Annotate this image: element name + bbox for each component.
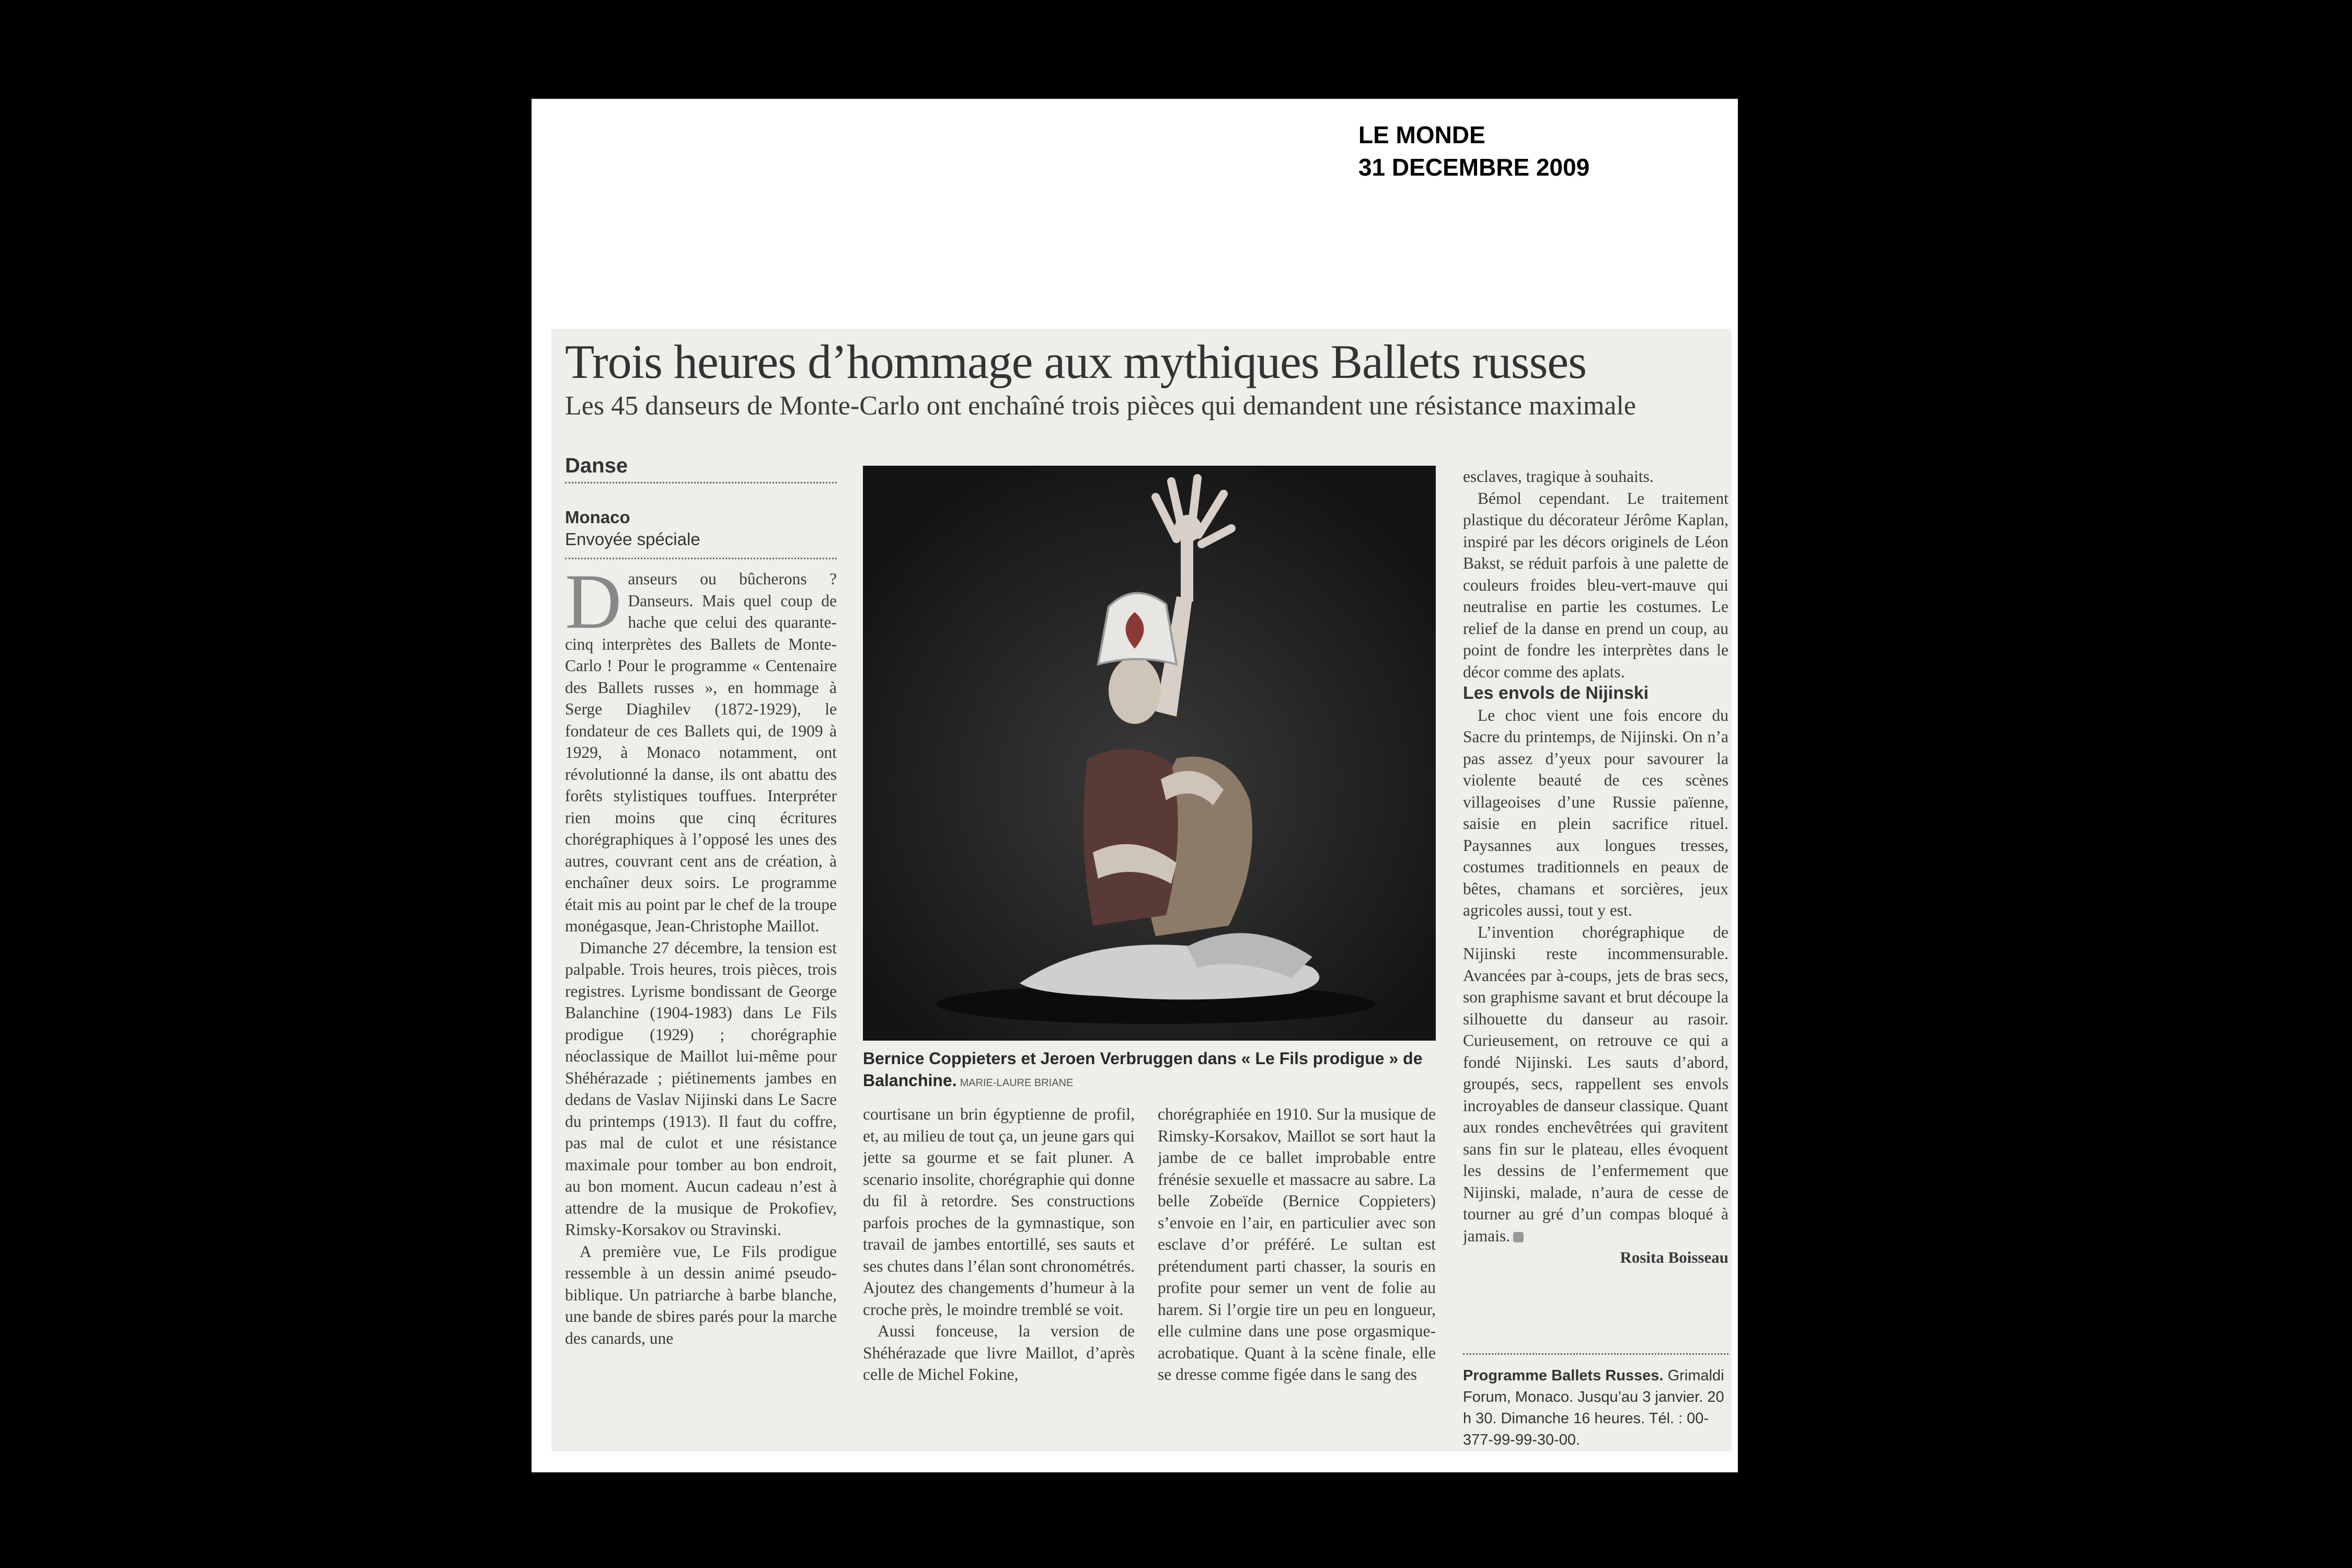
paragraph: Le choc vient une fois encore du Sacre du printemps, de Nijinski. On n’a pas assez d’yeux pour savourer la violente beauté de ces scènes villageoises d’une Russie païenne, saisie en plein sacrifice rituel. Paysannes aux longues tresses, costumes traditionnels en peaux de bêtes, chamans et sorcières, jeux agricoles aussi, tout y est. bbox=[1463, 706, 1728, 919]
drop-cap: D bbox=[565, 568, 622, 645]
article-subheadline: Les 45 danseurs de Monte-Carlo ont enchaîné trois pièces qui demandent une résistance maximale bbox=[565, 391, 1636, 421]
source-note bbox=[1358, 119, 1672, 183]
publication-name: LE MONDE bbox=[1358, 121, 1485, 148]
article-column-4 bbox=[1463, 466, 1728, 1321]
article-column-3 bbox=[1158, 1103, 1436, 1441]
paragraph: Aussi fonceuse, la version de Shéhérazade que livre Maillot, d’après celle de Michel Fokine, bbox=[863, 1322, 1135, 1383]
program-info bbox=[1463, 1353, 1728, 1451]
article-column-2 bbox=[863, 1103, 1135, 1441]
article-column-1 bbox=[565, 568, 837, 1441]
program-info-text: Grimaldi Forum, Monaco. Jusqu’au 3 janvier. 20 h 30. Dimanche 16 heures. Tél. : 00-377-99-99-30-00. bbox=[1463, 1367, 1724, 1448]
byline bbox=[565, 506, 837, 559]
section-rubric: Danse bbox=[565, 454, 837, 483]
scanned-page bbox=[532, 99, 1738, 1472]
byline-place: Monaco bbox=[565, 508, 630, 527]
program-info-title: Programme Ballets Russes. bbox=[1463, 1367, 1664, 1384]
paragraph: L’invention chorégraphique de Nijinski reste incommensurable. Avancées par à-coups, jets de bras secs, son graphisme savant et brut découpe la silhouette du danseur au rasoir. Curieusement, on retrouve ce qui a fondé Nijinski. Les sauts d’abord, groupés, secs, rappellent ses envols incroyables de danseur classique. Quant aux rondes enchevêtrées qui gravitent sans fin sur le plateau, elles évoquent les dessins de l’enfermement que Nijinski, malade, n’aura de cesse de tourner au gré d’un compas bloqué à jamais. bbox=[1463, 923, 1728, 1245]
paragraph: A première vue, Le Fils prodigue ressemble à un dessin animé pseudo-biblique. Un patriarche à barbe blanche, une bande de sbires parés pour la marche des canards, une bbox=[565, 1242, 837, 1347]
dancers-photo-image bbox=[863, 466, 1436, 1041]
paragraph: esclaves, tragique à souhaits. bbox=[1463, 467, 1654, 486]
newspaper-clipping bbox=[551, 329, 1732, 1451]
paragraph: Danseurs ou bûcherons ? Danseurs. Mais quel coup de hache que celui des quarante-cinq interprètes des Ballets de Monte-Carlo ! Pour le programme « Centenaire des Ballets russes », en hommage à Serge Diaghilev (1872-1929), le fondateur de ces Ballets qui, de 1909 à 1929, à Monaco notamment, ont révolutionné la danse, ils ont abattu des forêts stylistiques touffues. Interpréter rien moins que cinq écritures chorégraphiques à l’opposé les unes des autres, couvrant cent ans de création, à enchaîner deux soirs. Le programme était mis au point par le chef de la troupe monégasque, Jean-Christophe Maillot. bbox=[565, 568, 837, 935]
paragraph: courtisane un brin égyptienne de profil, et, au milieu de tout ça, un jeune gars qui jette sa gourme et se fait pluner. A scenario insolite, chorégraphie qui donne du fil à retordre. Ses constructions parfois proches de la gymnastique, son travail de jambes entortillé, ses sauts et ses chutes dans l’élan sont chronométrés. Ajoutez des changements d’humeur à la croche près, le moindre tremblé se voit. bbox=[863, 1105, 1135, 1319]
section-subtitle: Les envols de Nijinski bbox=[1463, 683, 1649, 703]
paragraph: Bémol cependant. Le traitement plastique du décorateur Jérôme Kaplan, inspiré par les décors originels de Léon Bakst, se réduit parfois à une palette de couleurs froides bleu-vert-mauve qui neutralise en partie les costumes. Le relief de la danse en prend un coup, au point de fondre les interprètes dans le décor comme des aplats. bbox=[1463, 489, 1728, 681]
byline-role: Envoyée spéciale bbox=[565, 529, 700, 549]
paragraph: chorégraphiée en 1910. Sur la musique de Rimsky-Korsakov, Maillot se sort haut la jambe de ce ballet improbable entre frénésie sexuelle et massacre au sabre. La belle Zobeïde (Bernice Coppieters) s’envoie en l’air, en particulier avec son esclave d’or préféré. Le sultan est prétendument parti chasser, la souris en profite pour semer un vent de folie au harem. Si l’orgie tire un peu en longueur, elle culmine dans une pose orgasmique-acrobatique. Quant à la scène finale, elle se dresse comme figée dans le sang des bbox=[1158, 1105, 1436, 1383]
end-mark-icon bbox=[1513, 1232, 1524, 1242]
paragraph: Dimanche 27 décembre, la tension est palpable. Trois heures, trois pièces, trois registres. Lyrisme bondissant de George Balanchine (1904-1983) dans Le Fils prodigue (1929) ; chorégraphie néoclassique de Maillot lui-même pour Shéhérazade ; piétinements jambes en dedans de Vaslav Nijinski dans Le Sacre du printemps (1913). Il faut du coffre, pas mal de culot et une résistance maximale pour tomber au bon endroit, au bon moment. Aucun cadeau n’est à attendre de la musique de Prokofiev, Rimsky-Korsakov ou Stravinski. bbox=[565, 938, 837, 1239]
caption-text: Bernice Coppieters et Jeroen Verbruggen dans « Le Fils prodigue » de Balanchine. bbox=[863, 1049, 1423, 1090]
article-headline: Trois heures d’hommage aux mythiques Ballets russes bbox=[565, 335, 1587, 388]
author-signature: Rosita Boisseau bbox=[1620, 1248, 1728, 1266]
dance-photo bbox=[863, 466, 1436, 1041]
publication-date: 31 DECEMBRE 2009 bbox=[1358, 154, 1590, 181]
photo-credit: MARIE-LAURE BRIANE bbox=[960, 1077, 1074, 1089]
photo-caption bbox=[863, 1047, 1436, 1094]
